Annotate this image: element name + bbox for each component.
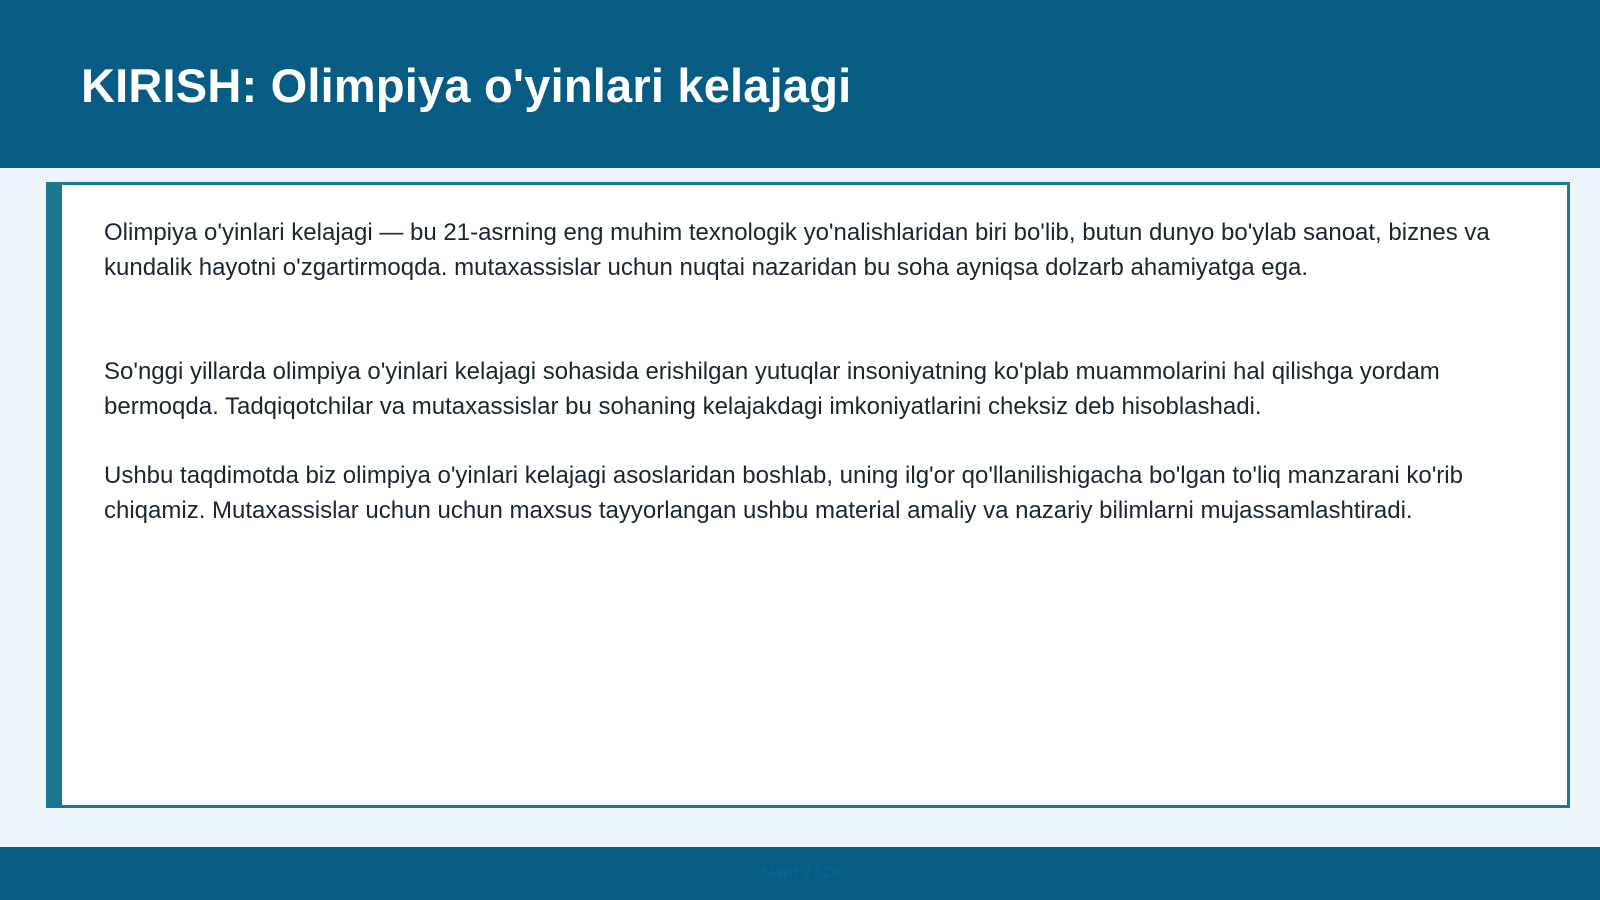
slide-header — [0, 0, 1600, 168]
slide-title: KIRISH: Olimpiya o'yinlari kelajagi — [81, 59, 852, 112]
content-box — [46, 182, 1570, 808]
paragraph-overview: Ushbu taqdimotda biz olimpiya o'yinlari kelajagi asoslaridan boshlab, uning ilg'or qo'llanilishigacha bo'lgan to'liq manzarani ko'rib chiqamiz. Mutaxassislar uchun uchun maxsus tayyorlangan ushbu material amaliy va nazariy bilimlarni mujassamlashtiradi. — [104, 462, 1463, 524]
paragraph-achievements: So'nggi yillarda olimpiya o'yinlari kelajagi sohasida erishilgan yutuqlar insoniyatning ko'plab muammolarini hal qilishga yordam bermoqda. Tadqiqotchilar va mutaxassislar bu sohaning kelajakdagi imkoniyatlarini cheksiz deb hisoblashadi. — [104, 358, 1440, 420]
slide-footer — [0, 847, 1600, 900]
paragraph-intro: Olimpiya o'yinlari kelajagi — bu 21-asrning eng muhim texnologik yo'nalishlaridan biri bo'lib, butun dunyo bo'ylab sanoat, biznes va kundalik hayotni o'zgartirmoqda. mutaxassislar uchun nuqtai nazaridan bu soha ayniqsa dolzarb ahamiyatga ega. — [104, 219, 1490, 281]
slide-number: Slayd 2 / 20 — [760, 864, 840, 881]
